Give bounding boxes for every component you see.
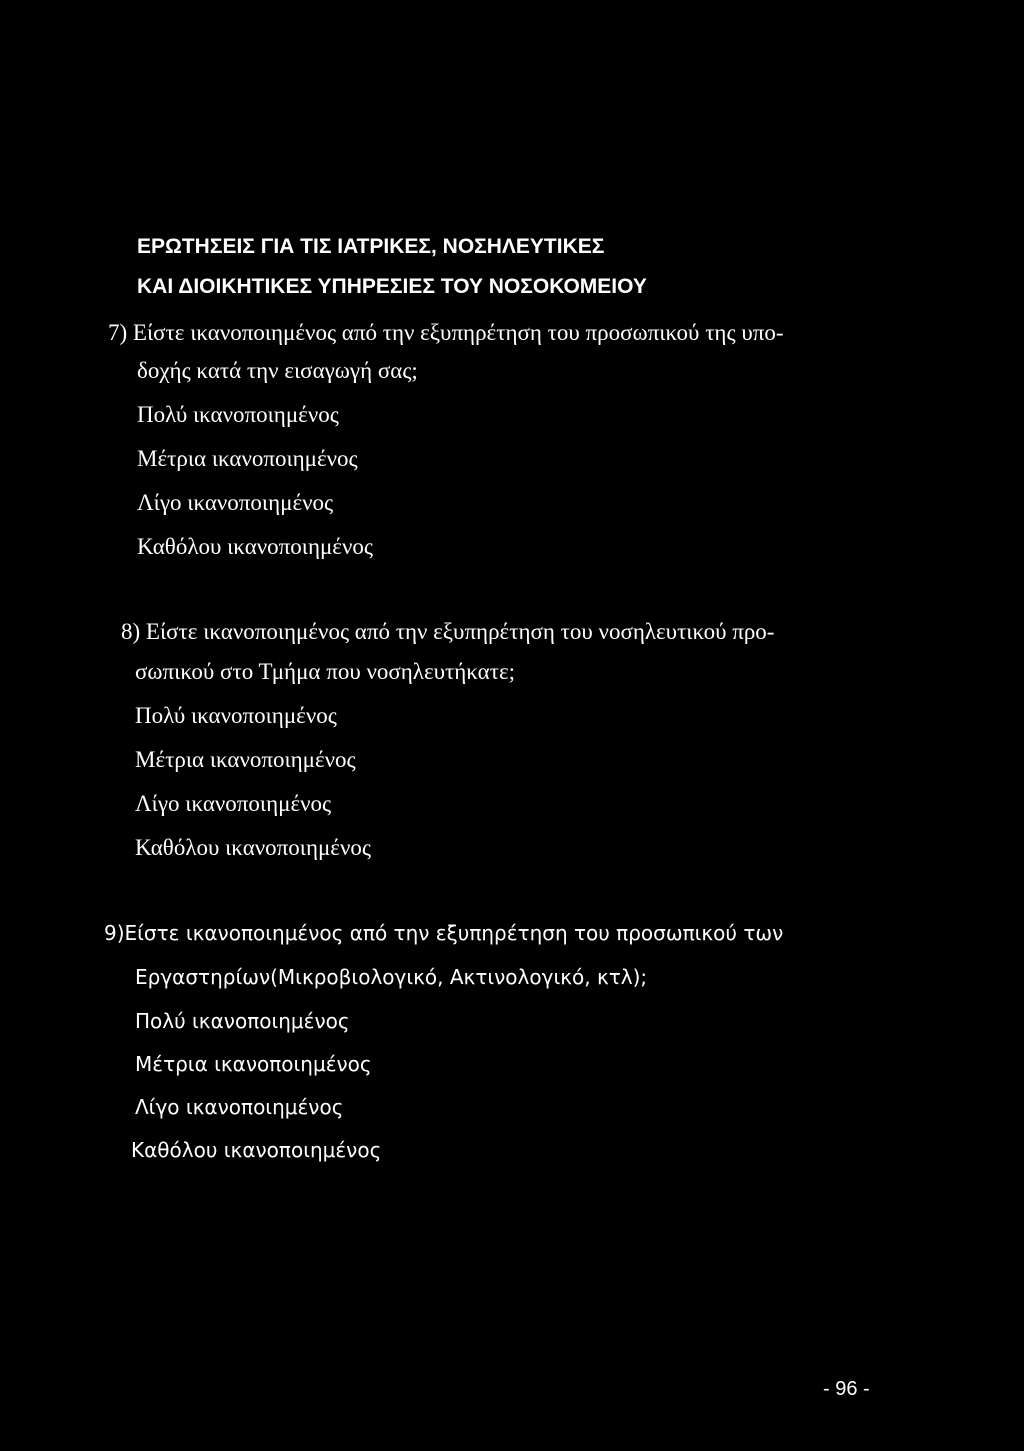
question-8-option-very: Πολύ ικανοποιημένος <box>135 703 337 728</box>
question-9-option-slightly: Λίγο ικανοποιημένος <box>135 1095 344 1119</box>
question-9-text: Είστε ικανοποιημένος από την εξυπηρέτηση του προσωπικού των <box>124 921 784 945</box>
section-heading-line-1: ΕΡΩΤΗΣΕΙΣ ΓΙΑ ΤΙΣ ΙΑΤΡΙΚΕΣ, ΝΟΣΗΛΕΥΤΙΚΕΣ <box>137 235 605 258</box>
question-7-text-continued: δοχής κατά την εισαγωγή σας; <box>137 358 418 383</box>
question-7-first-line <box>108 318 783 348</box>
question-9-option-not-at-all: Καθόλου ικανοποιημένος <box>131 1138 382 1162</box>
question-9-option-moderately: Μέτρια ικανοποιημένος <box>135 1052 372 1076</box>
page-number: - 96 - <box>823 1378 870 1400</box>
question-8-text-continued: σωπικού στο Τμήμα που νοσηλευτήκατε; <box>135 659 515 684</box>
question-8-number: 8) <box>121 619 141 644</box>
question-8-first-line <box>121 617 774 647</box>
question-8-option-not-at-all: Καθόλου ικανοποιημένος <box>135 835 371 860</box>
question-8-text: Είστε ικανοποιημένος από την εξυπηρέτηση του νοσηλευτικού προ- <box>145 619 775 644</box>
question-9-first-line <box>104 918 783 948</box>
question-7-option-not-at-all: Καθόλου ικανοποιημένος <box>137 534 373 559</box>
section-heading-line-2: ΚΑΙ ΔΙΟΙΚΗΤΙΚΕΣ ΥΠΗΡΕΣΙΕΣ ΤΟΥ ΝΟΣΟΚΟΜΕΙΟΥ <box>137 275 647 298</box>
question-8-option-moderately: Μέτρια ικανοποιημένος <box>135 747 356 772</box>
question-9-text-continued: Εργαστηρίων(Μικροβιολογικό, Ακτινολογικό, κτλ); <box>135 965 648 989</box>
question-9-option-very: Πολύ ικανοποιημένος <box>135 1009 350 1033</box>
question-7-option-moderately: Μέτρια ικανοποιημένος <box>137 446 358 471</box>
question-7-option-very: Πολύ ικανοποιημένος <box>137 402 339 427</box>
question-7-number: 7) <box>108 320 128 345</box>
question-7-text: Είστε ικανοποιημένος από την εξυπηρέτηση του προσωπικού της υπο- <box>132 320 784 345</box>
question-9-number: 9) <box>104 921 125 945</box>
question-8-option-slightly: Λίγο ικανοποιημένος <box>135 791 332 816</box>
question-7-option-slightly: Λίγο ικανοποιημένος <box>137 490 334 515</box>
